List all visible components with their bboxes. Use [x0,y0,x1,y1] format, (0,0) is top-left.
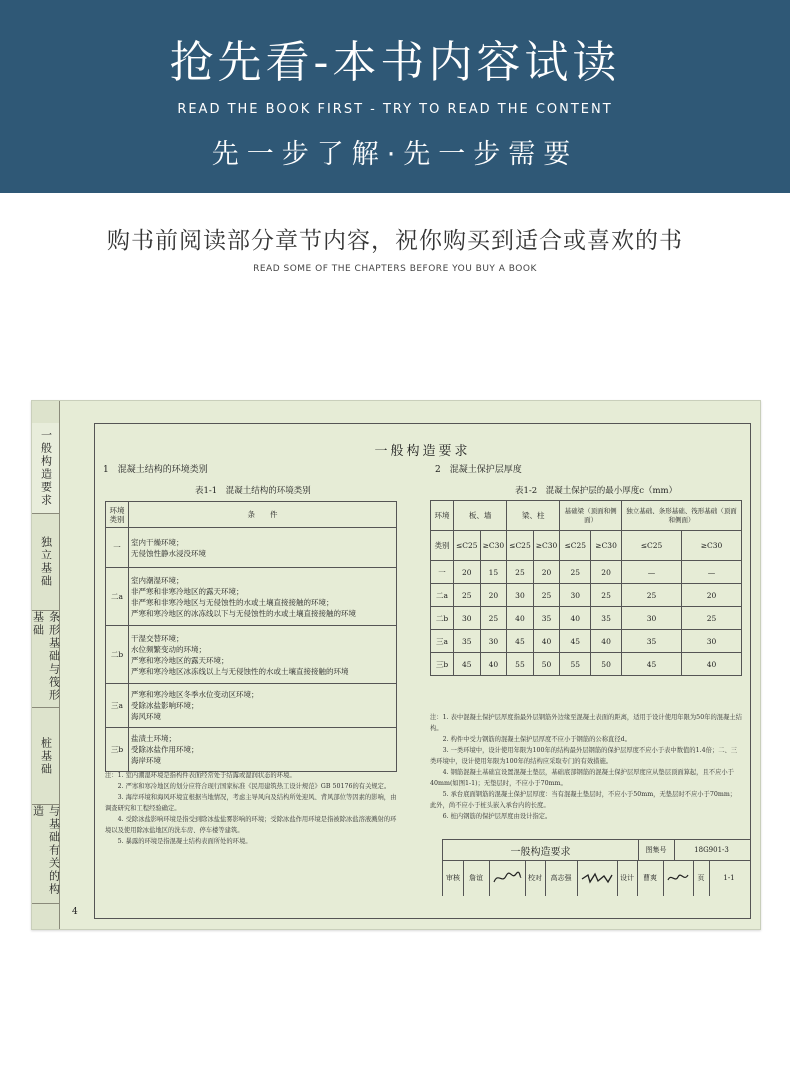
banner-subtitle-en: READ THE BOOK FIRST - TRY TO READ THE CONTENT [177,102,613,117]
table2-cat: 一 [431,561,454,584]
table2-note: 5. 承台底面钢筋的混凝土保护层厚度：当有混凝土垫层时，不应小于50mm，无垫层时不应小于70mm；此外，尚不应小于桩头嵌入承台内的长度。 [430,791,737,809]
page-number: 4 [72,907,78,917]
table2-cell: 40 [480,653,507,676]
table2-cell: 30 [454,607,481,630]
title-block-name: 一般构造要求 [443,840,639,860]
table1-cond: 盐渍土环境； 受除冰盐作用环境； 海岸环境 [129,728,397,772]
table2-cell: 35 [454,630,481,653]
table1-note: 4. 受除冰盐影响环境是指受到除冰盐盐雾影响的环境；受除冰盐作用环境是指被除冰盐溶液溅射的环境以及使用除冰盐地区的洗车房、停车楼等建筑。 [105,816,397,834]
chapter-spine [32,401,60,929]
table1-cat: 一 [106,528,129,568]
banner-slogan: 先一步了解·先一步需要 [211,139,579,170]
table2-cell: 35 [591,607,622,630]
table1-note: 3. 海岸环境和海风环境宜根据当地情况，考虑主导风向及结构所处迎风、背风部位等因素的影响，由调查研究和工程经验确定。 [105,794,397,812]
spine-section-isolated: 独立基础 [32,514,59,611]
section2-title: 2 混凝土保护层厚度 [435,465,522,475]
table2-cell: 20 [591,561,622,584]
table2-cell: 55 [560,653,591,676]
table2-note: 4. 钢筋混凝土基础宜设置混凝土垫层，基础底部钢筋的混凝土保护层厚度应从垫层顶面算起，且不应小于40mm(如图1-1)；无垫层时，不应小于70mm。 [430,769,734,787]
table2-cell: 30 [480,630,507,653]
banner-title: 抢先看-本书内容试读 [169,37,621,88]
table2-cell: 35 [533,607,560,630]
intro-line-cn: 购书前阅读部分章节内容，祝你购买到适合或喜欢的书 [107,228,683,254]
table1-header-cat: 环境类别 [106,502,129,528]
table2-cell: 20 [682,584,742,607]
table1-caption: 表1-1 混凝土结构的环境类别 [195,486,311,496]
book-page-photo [31,400,761,930]
table2-cell: 25 [454,584,481,607]
table2 [430,500,742,676]
table2-cell: 45 [560,630,591,653]
table2-cell: 50 [533,653,560,676]
table2-note: 注：1. 表中混凝土保护层厚度指最外层钢筋外边缘至混凝土表面的距离，适用于设计使用年限为50年的混凝土结构。 [430,714,742,732]
page-main-title: 一般构造要求 [374,444,471,459]
table2-note: 6. 桩内钢筋的保护层厚度由设计指定。 [430,813,552,820]
table1-notes [105,770,397,847]
table1-cat: 三a [106,684,129,728]
table2-header-slab: 板、墙 [454,501,507,531]
table2-subheader: ≥C30 [591,531,622,561]
table2-cell: 30 [682,630,742,653]
title-block-review-label: 审核 [443,860,464,896]
table2-cell: 25 [560,561,591,584]
title-block-design-label: 设计 [617,860,638,896]
title-block-row1 [443,840,750,861]
title-block-checker: 高志强 [545,860,578,896]
table2-cell: 40 [591,630,622,653]
table2-cell: 55 [507,653,534,676]
table2-cell: 30 [560,584,591,607]
table2-cat: 三b [431,653,454,676]
spine-section-pile: 桩基础 [32,708,59,805]
table1 [105,501,397,772]
table1-cat: 二b [106,626,129,684]
table2-cat: 三a [431,630,454,653]
table2-header-foundation-beam: 基础梁（顶面和侧面） [560,501,622,531]
table2-cell: 25 [533,584,560,607]
table2-cell: 20 [480,584,507,607]
table2-note: 2. 构件中受力钢筋的混凝土保护层厚度不应小于钢筋的公称直径d。 [430,736,631,743]
table2-cell: 45 [454,653,481,676]
table2-cell: 25 [682,607,742,630]
table2-cell: 40 [560,607,591,630]
table2-caption: 表1-2 混凝土保护层的最小厚度c（mm） [515,486,678,496]
table2-cell: 20 [454,561,481,584]
title-block-page-no: 1-1 [723,874,735,882]
table2-subheader: ≥C30 [480,531,507,561]
title-block-reviewer: 詹谊 [463,860,490,896]
table2-subheader: ≤C25 [560,531,591,561]
table2-cell: 25 [622,584,682,607]
title-block-row2 [443,860,750,896]
table2-cell: 50 [591,653,622,676]
table2-cat: 二b [431,607,454,630]
title-block-check-label: 校对 [525,860,546,896]
title-block-atlas-label: 图集号 [638,840,675,860]
spine-section-related: 与基础有关的构造 [32,805,59,904]
table2-subheader: ≥C30 [682,531,742,561]
title-block-page-label: 页 [693,860,710,896]
table2-subheader: ≤C25 [454,531,481,561]
table2-subheader: ≤C25 [622,531,682,561]
table2-cell: 45 [622,653,682,676]
table2-header-env: 环境 [431,501,454,531]
table1-note: 2. 严寒和寒冷地区的划分应符合现行国家标准《民用建筑热工设计规范》GB 50176的有关规定。 [105,783,391,790]
table2-cell: 25 [480,607,507,630]
table2-header-beam: 梁、柱 [507,501,560,531]
table1-note: 5. 暴露的环境是指混凝土结构表面所处的环境。 [105,838,252,845]
table2-subheader: ≥C30 [533,531,560,561]
table1-header-cond: 条 件 [129,502,397,528]
signature-icon [666,870,690,886]
table2-cell: 15 [480,561,507,584]
table2-cell: 40 [507,607,534,630]
table2-cell: 45 [507,630,534,653]
table1-cat: 三b [106,728,129,772]
table1-cond: 严寒和寒冷地区冬季水位变动区环境； 受除冰盐影响环境； 海风环境 [129,684,397,728]
spine-section-strip-raft: 条形基础与筏形基础 [32,611,59,708]
table2-subheader: ≤C25 [507,531,534,561]
table2-cell: — [622,561,682,584]
reviewer-signature [489,860,526,896]
table2-cell: 40 [682,653,742,676]
table1-cat: 二a [106,568,129,626]
spine-section-general: 一般构造要求 [32,423,59,514]
title-block-atlas-no: 18G901-3 [694,846,729,854]
signature-icon [580,870,614,886]
table2-cell: 25 [507,561,534,584]
table2-cell: 40 [533,630,560,653]
title-block [442,839,750,896]
checker-signature [577,860,618,896]
section1-title: 1 混凝土结构的环境类别 [103,465,208,475]
designer-signature [663,860,694,896]
table2-sub-label: 类别 [431,531,454,561]
title-block-designer: 曹爽 [637,860,664,896]
table2-cat: 二a [431,584,454,607]
table1-cond: 室内潮湿环境； 非严寒和非寒冷地区的露天环境； 非严寒和非寒冷地区与无侵蚀性的水或土壤直接接触的环境； 严寒和寒冷地区的冰冻线以下与无侵蚀性的水或土壤直接接触的环境 [129,568,397,626]
table1-note: 注：1. 室内潮湿环境是指构件表面经常处于结露或湿润状态的环境。 [105,772,296,779]
table1-cond: 干湿交替环境； 水位频繁变动的环境； 严寒和寒冷地区的露天环境； 严寒和寒冷地区冰冻线以上与无侵蚀性的水或土壤直接接触的环境 [129,626,397,684]
table1-cond: 室内干燥环境； 无侵蚀性静水浸没环境 [129,528,397,568]
signature-icon [492,870,522,886]
table2-cell: 20 [533,561,560,584]
table2-notes [430,712,742,822]
table2-cell: — [682,561,742,584]
header-banner [0,0,790,193]
table2-cell: 35 [622,630,682,653]
intro-line-en: READ SOME OF THE CHAPTERS BEFORE YOU BUY A BOOK [253,264,537,274]
table2-header-foundation: 独立基础、条形基础、筏形基础（顶面和侧面） [622,501,742,531]
table2-note: 3. 一类环境中，设计使用年限为100年的结构最外层钢筋的保护层厚度不应小于表中数值的1.4倍；二、三类环境中，设计使用年限为100年的结构应采取专门的有效措施。 [430,747,738,765]
table2-cell: 30 [622,607,682,630]
table2-cell: 25 [591,584,622,607]
table2-cell: 30 [507,584,534,607]
